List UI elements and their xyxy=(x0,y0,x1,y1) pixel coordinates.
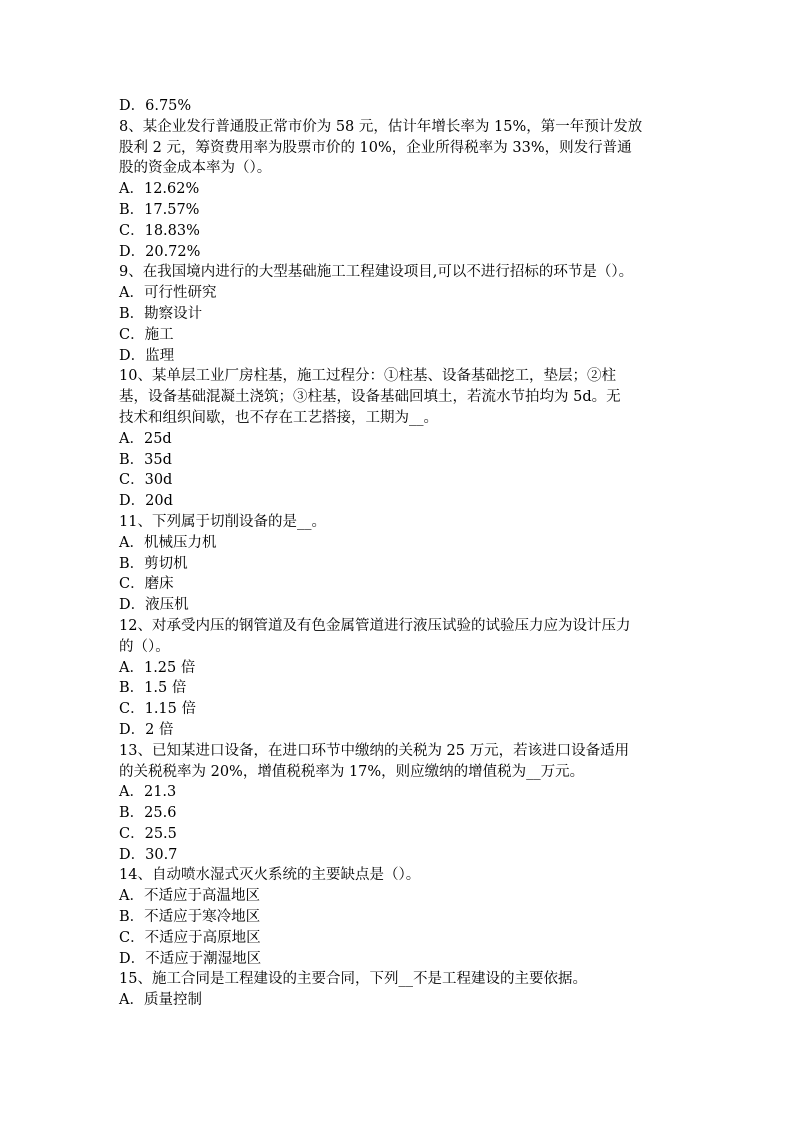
answer-option: C．1.15 倍 xyxy=(119,701,196,718)
answer-option: D．20.72% xyxy=(119,243,201,260)
answer-option: B．35d xyxy=(119,451,172,468)
answer-option: C．25.5 xyxy=(119,825,177,842)
answer-option: C．不适应于高原地区 xyxy=(119,929,261,946)
question-13-text: 的关税税率为 20%，增值税税率为 17%，则应缴纳的增值税为__万元。 xyxy=(119,763,585,780)
question-10-text: 10、某单层工业厂房柱基，施工过程分：①柱基、设备基础挖工，垫层；②柱 xyxy=(119,368,616,385)
question-12-text: 的（）。 xyxy=(119,638,170,655)
answer-option: D．20d xyxy=(119,493,173,510)
answer-option: C．18.83% xyxy=(119,222,200,239)
answer-option: D．液压机 xyxy=(119,597,189,614)
answer-option: A．21.3 xyxy=(119,784,177,801)
question-10-text: 技术和组织间歇，也不存在工艺搭接，工期为__。 xyxy=(119,409,438,426)
answer-option: A．可行性研究 xyxy=(119,285,217,302)
answer-option: D．监理 xyxy=(119,347,175,364)
answer-option: A．质量控制 xyxy=(119,992,202,1009)
answer-option: D．30.7 xyxy=(119,846,178,863)
question-10-text: 基，设备基础混凝土浇筑；③柱基，设备基础回填土，若流水节拍均为 5d。无 xyxy=(119,389,621,406)
document-body xyxy=(119,96,685,1011)
question-13-text: 13、已知某进口设备，在进口环节中缴纳的关税为 25 万元，若该进口设备适用 xyxy=(119,742,630,759)
answer-option: B．25.6 xyxy=(119,805,177,822)
question-14-text: 14、自动喷水湿式灭火系统的主要缺点是（）。 xyxy=(119,867,421,884)
question-15-text: 15、施工合同是工程建设的主要合同，下列__不是工程建设的主要依据。 xyxy=(119,971,587,988)
answer-option: B．勘察设计 xyxy=(119,305,203,322)
answer-option: A．不适应于高温地区 xyxy=(119,888,260,905)
answer-option: D．2 倍 xyxy=(119,721,174,738)
answer-option: A．机械压力机 xyxy=(119,534,217,551)
answer-option: B．17.57% xyxy=(119,201,200,218)
answer-option: B．不适应于寒冷地区 xyxy=(119,909,261,926)
question-9-text: 9、在我国境内进行的大型基础施工工程建设项目,可以不进行招标的环节是（）。 xyxy=(119,264,634,281)
answer-option: A．12.62% xyxy=(119,181,200,198)
answer-option: D．6.75% xyxy=(119,98,192,114)
answer-option: D．不适应于潮湿地区 xyxy=(119,950,262,967)
question-8-text: 股利 2 元，筹资费用率为股票市价的 10%，企业所得税率为 33%，则发行普通 xyxy=(119,139,632,156)
answer-option: C．施工 xyxy=(119,326,174,343)
answer-option: B．剪切机 xyxy=(119,555,188,572)
question-8-text: 股的资金成本率为（）。 xyxy=(119,160,272,177)
answer-option: A．1.25 倍 xyxy=(119,659,196,676)
answer-option: B．1.5 倍 xyxy=(119,680,187,697)
answer-option: A．25d xyxy=(119,430,172,447)
answer-option: C．磨床 xyxy=(119,576,174,593)
question-8-text: 8、某企业发行普通股正常市价为 58 元，估计年增长率为 15%，第一年预计发放 xyxy=(119,118,643,135)
question-11-text: 11、下列属于切削设备的是__。 xyxy=(119,513,326,530)
question-12-text: 12、对承受内压的钢管道及有色金属管道进行液压试验的试验压力应为设计压力 xyxy=(119,617,631,634)
answer-option: C．30d xyxy=(119,472,173,489)
